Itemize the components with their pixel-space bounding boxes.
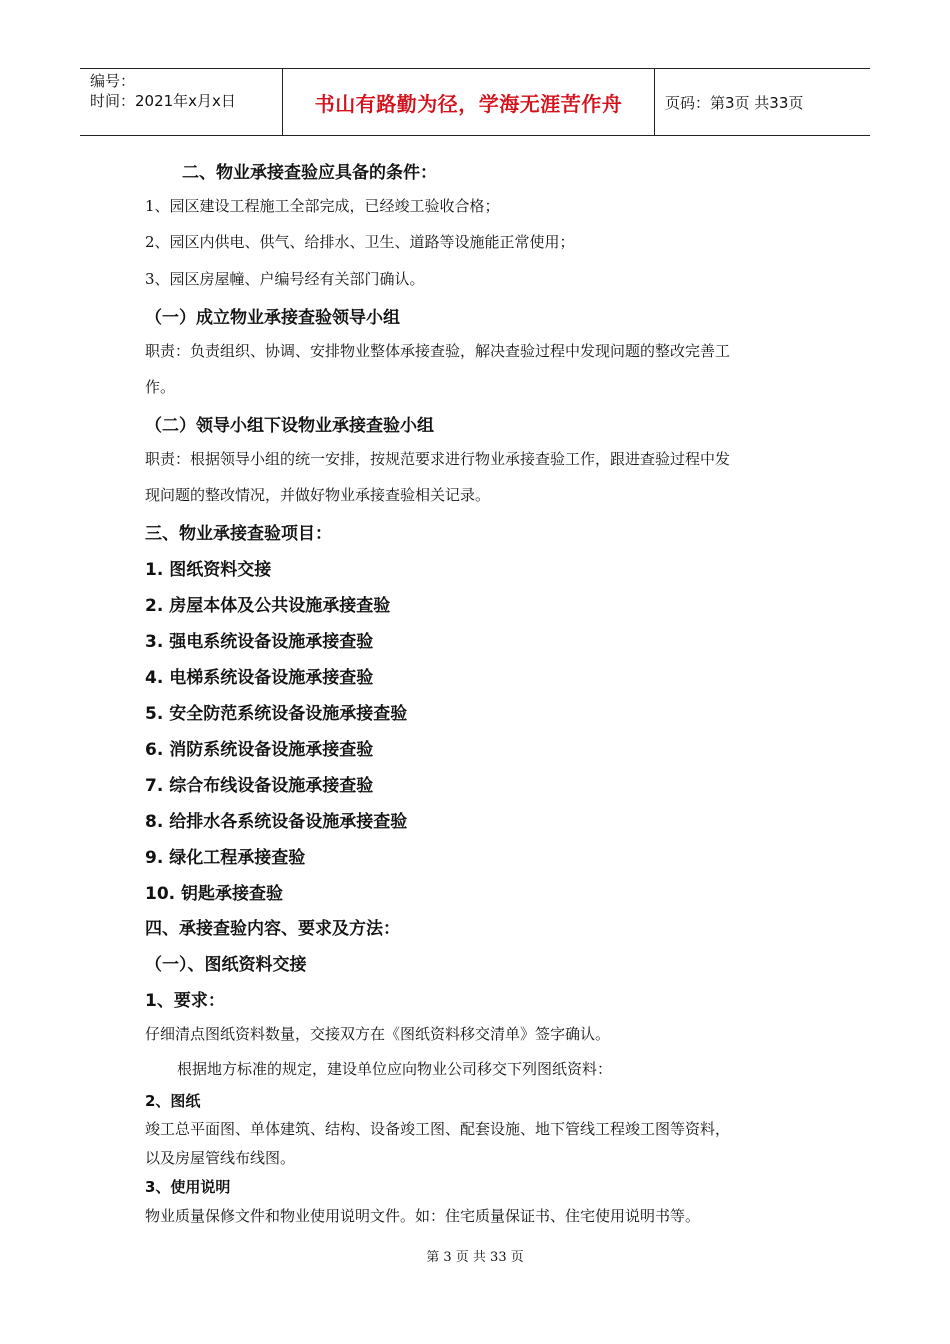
group-1-duty-line2: 作。 [145, 378, 176, 396]
s3-item-4: 4. 电梯系统设备设施承接查验 [145, 668, 374, 688]
s3-item-10: 10. 钥匙承接查验 [145, 884, 284, 904]
s2-item-1: 1、园区建设工程施工全部完成，已经竣工验收合格； [145, 197, 500, 215]
drawings-text-line1: 竣工总平面图、单体建筑、结构、设备竣工图、配套设施、地下管线工程竣工图等资料， [145, 1120, 731, 1138]
group-2-title: （二）领导小组下设物业承接查验小组 [145, 416, 434, 436]
requirements-text-2: 根据地方标准的规定，建设单位应向物业公司移交下列图纸资料： [177, 1060, 613, 1078]
group-2-duty-line1: 职责：根据领导小组的统一安排，按规范要求进行物业承接查验工作，跟进查验过程中发 [145, 450, 731, 468]
section-3-title: 三、物业承接查验项目： [145, 524, 332, 544]
header-meta [80, 69, 282, 135]
s3-item-7: 7. 综合布线设备设施承接查验 [145, 776, 374, 796]
drawings-text-line2: 以及房屋管线布线图。 [145, 1149, 296, 1167]
section-4-sub-1: （一）、图纸资料交接 [145, 955, 307, 975]
code-label: 编号： [90, 72, 136, 90]
s3-item-2: 2. 房屋本体及公共设施承接查验 [145, 596, 391, 616]
group-1-title: （一）成立物业承接查验领导小组 [145, 308, 400, 328]
s3-item-9: 9. 绿化工程承接查验 [145, 848, 306, 868]
header-motto: 书山有路勤为径，学海无涯苦作舟 [282, 69, 655, 135]
s3-item-3: 3. 强电系统设备设施承接查验 [145, 632, 374, 652]
s3-item-1: 1. 图纸资料交接 [145, 560, 272, 580]
group-2-duty-line2: 现问题的整改情况，并做好物业承接查验相关记录。 [145, 486, 491, 504]
s3-item-5: 5. 安全防范系统设备设施承接查验 [145, 704, 408, 724]
requirements-text: 仔细清点图纸资料数量，交接双方在《图纸资料移交清单》签字确认。 [145, 1025, 611, 1043]
time-label: 时间：2021年x月x日 [90, 92, 236, 110]
s2-item-2: 2、园区内供电、供气、给排水、卫生、道路等设施能正常使用； [145, 233, 575, 251]
page-footer: 第 3 页 共 33 页 [426, 1250, 524, 1265]
section-2-title: 二、物业承接查验应具备的条件： [182, 163, 437, 183]
s2-item-3: 3、园区房屋幢、户编号经有关部门确认。 [145, 270, 425, 288]
group-1-duty-line1: 职责：负责组织、协调、安排物业整体承接查验，解决查验过程中发现问题的整改完善工 [145, 342, 731, 360]
manual-title: 3、使用说明 [145, 1178, 231, 1196]
s3-item-6: 6. 消防系统设备设施承接查验 [145, 740, 374, 760]
manual-text: 物业质量保修文件和物业使用说明文件。如：住宅质量保证书、住宅使用说明书等。 [145, 1207, 701, 1225]
s3-item-8: 8. 给排水各系统设备设施承接查验 [145, 812, 408, 832]
requirements-title: 1、要求： [145, 991, 225, 1011]
drawings-title: 2、图纸 [145, 1092, 201, 1110]
section-4-title: 四、承接查验内容、要求及方法： [145, 919, 400, 939]
page-header [80, 68, 870, 136]
header-page-number: 页码：第3页 共33页 [665, 93, 804, 112]
